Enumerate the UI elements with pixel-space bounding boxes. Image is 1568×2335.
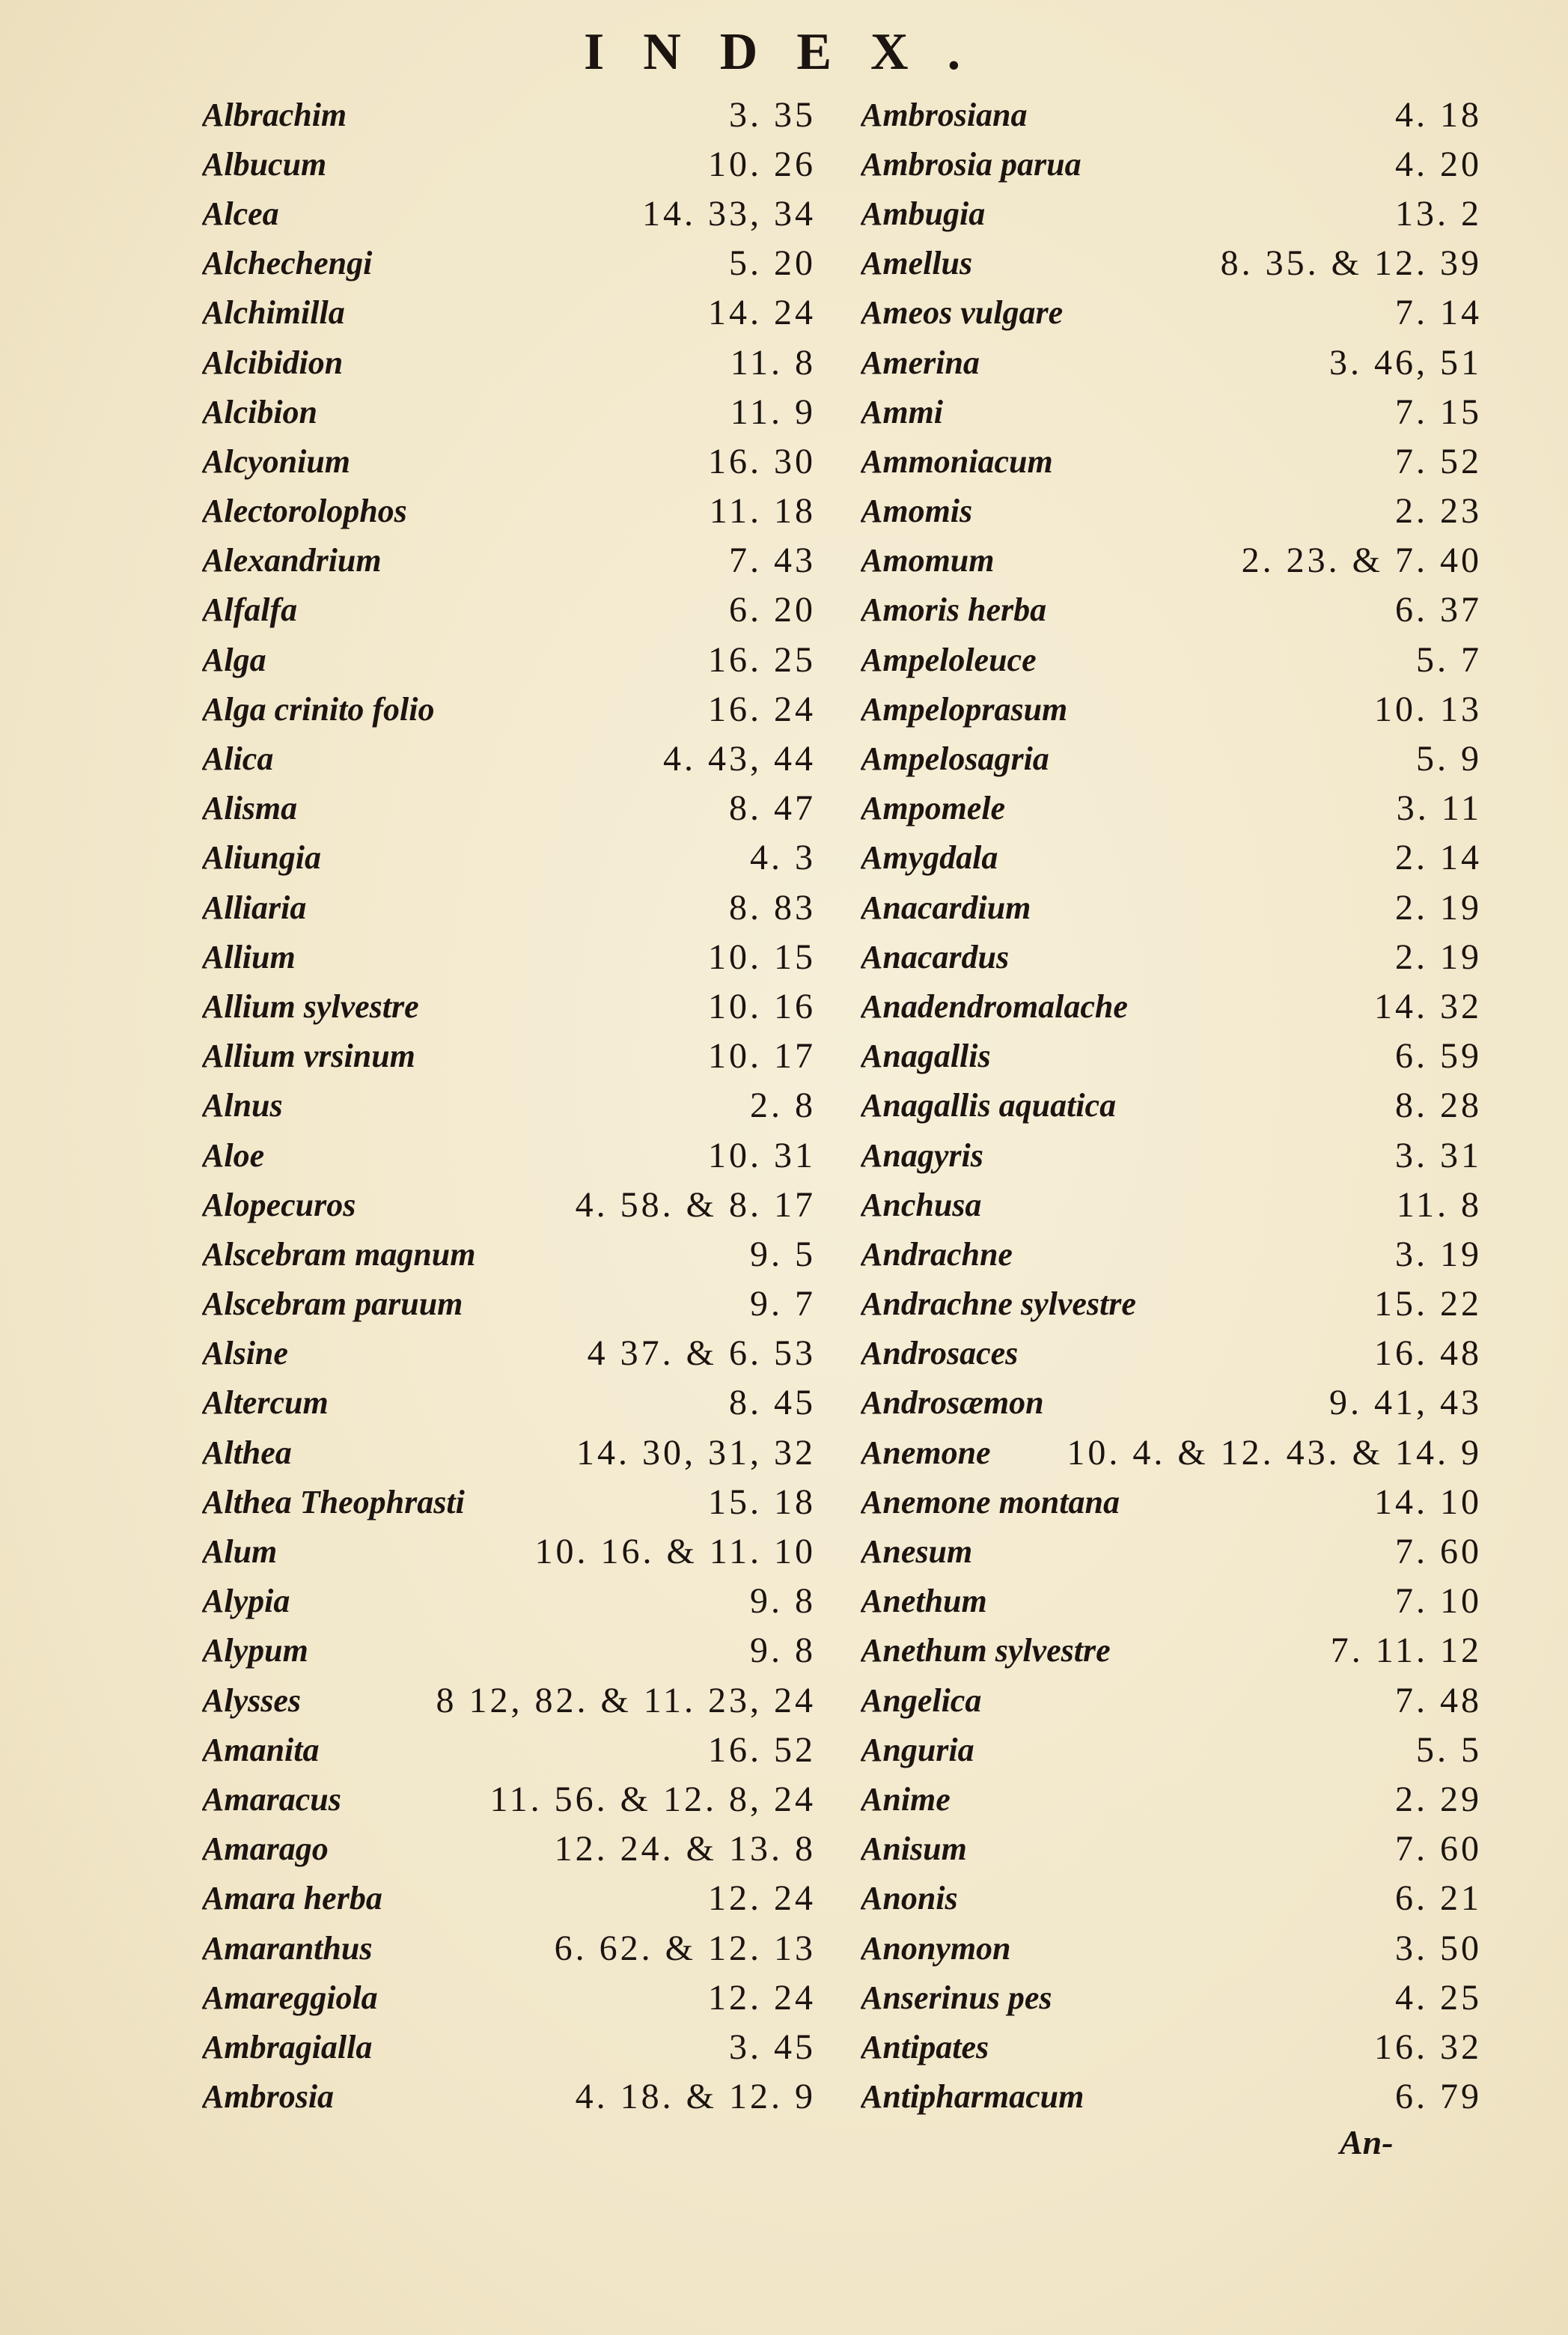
index-page-ref: 4. 3 (750, 838, 816, 878)
index-page-ref: 11. 18 (709, 491, 816, 532)
index-term: Alum (202, 1533, 278, 1571)
index-term: Angelica (861, 1681, 982, 1719)
index-entry (202, 932, 816, 981)
index-page-ref: 14. 24 (708, 293, 816, 333)
index-term: Alfalfa (202, 591, 298, 629)
index-page-ref: 16. 25 (708, 639, 816, 680)
index-page-ref: 14. 32 (1374, 986, 1482, 1026)
index-entry (202, 1378, 816, 1428)
index-page-ref: 9. 41, 43 (1329, 1383, 1482, 1423)
index-page-ref: 16. 30 (708, 441, 816, 481)
index-entry (202, 1923, 816, 1973)
index-entry (202, 684, 816, 734)
index-page-ref: 2. 19 (1395, 887, 1482, 928)
index-entry (861, 1130, 1482, 1180)
index-term: Amarago (202, 1830, 329, 1868)
index-term: Alica (202, 740, 274, 778)
index-entry (202, 1081, 816, 1130)
index-entry (861, 90, 1482, 139)
index-term: Alysses (202, 1681, 301, 1719)
index-page-ref: 12. 24. & 13. 8 (554, 1829, 816, 1869)
index-entry (861, 536, 1482, 585)
index-entry (861, 734, 1482, 783)
index-entry (202, 1130, 816, 1180)
index-page-ref: 16. 24 (708, 689, 816, 729)
index-entry (861, 1180, 1482, 1229)
index-page-ref: 10. 31 (708, 1135, 816, 1175)
index-page-ref: 3. 46, 51 (1329, 342, 1482, 383)
index-page-ref: 4 37. & 6. 53 (587, 1333, 816, 1374)
index-page-ref: 7. 52 (1395, 441, 1482, 481)
index-entry (202, 883, 816, 932)
index-page-ref: 8. 28 (1395, 1086, 1482, 1126)
index-entry (202, 1675, 816, 1725)
index-entry (202, 1774, 816, 1824)
index-entry (202, 981, 816, 1031)
index-page-ref: 16. 52 (708, 1729, 816, 1770)
index-term: Anonymon (861, 1929, 1011, 1967)
index-entry (861, 585, 1482, 635)
index-term: Alypum (202, 1632, 308, 1669)
index-page-ref: 6. 62. & 12. 13 (554, 1928, 816, 1968)
index-page-ref: 6. 79 (1395, 2077, 1482, 2117)
index-page-ref: 10. 16 (708, 986, 816, 1026)
index-term: Aloe (202, 1136, 265, 1174)
index-entry (861, 1526, 1482, 1576)
index-entry (861, 1725, 1482, 1774)
index-page-ref: 10. 17 (708, 1036, 816, 1077)
index-page-ref: 5. 7 (1416, 639, 1482, 680)
index-entry (202, 635, 816, 684)
index-entry (202, 1229, 816, 1279)
index-entry (202, 1032, 816, 1081)
index-entry (202, 536, 816, 585)
index-entry (861, 2022, 1482, 2071)
index-term: Amomum (861, 542, 995, 579)
index-page-ref: 4. 18 (1395, 94, 1482, 135)
index-page-ref: 3. 11 (1396, 788, 1482, 829)
index-entry (861, 784, 1482, 833)
index-term: Ambragialla (202, 2028, 373, 2065)
index-term: Ammoniacum (861, 442, 1053, 480)
index-term: Amoris herba (861, 591, 1047, 629)
index-term: Amanita (202, 1731, 320, 1768)
index-entry (861, 1279, 1482, 1329)
index-entry (202, 1329, 816, 1378)
index-term: Anesum (861, 1533, 973, 1571)
index-term: Ambrosiana (861, 96, 1028, 133)
index-page-ref: 14. 33, 34 (642, 193, 816, 234)
index-term: Altercum (202, 1384, 329, 1422)
index-page-ref: 5. 5 (1416, 1729, 1482, 1770)
index-page-ref: 8. 47 (729, 788, 816, 829)
index-page-ref: 6. 59 (1395, 1036, 1482, 1077)
index-term: Amaranthus (202, 1929, 373, 1967)
index-entry (202, 1279, 816, 1329)
index-page-ref: 8. 35. & 12. 39 (1220, 243, 1482, 284)
index-term: Ambugia (861, 195, 986, 232)
index-page-ref: 9. 8 (750, 1581, 816, 1622)
index-page-ref: 15. 22 (1374, 1284, 1482, 1324)
index-term: Anserinus pes (861, 1979, 1052, 2016)
index-page-ref: 10. 4. & 12. 43. & 14. 9 (1067, 1432, 1482, 1473)
index-entry (861, 1626, 1482, 1675)
index-entry (861, 684, 1482, 734)
index-entry (861, 1081, 1482, 1130)
index-entry (861, 1824, 1482, 1874)
index-term: Ammi (861, 393, 944, 430)
index-entry (861, 288, 1482, 338)
index-term: Ampomele (861, 790, 1006, 827)
index-page-ref: 14. 30, 31, 32 (576, 1432, 816, 1473)
index-term: Alscebram magnum (202, 1235, 476, 1273)
index-page-ref: 11. 8 (730, 342, 816, 383)
index-entry (861, 1329, 1482, 1378)
index-entry (202, 1824, 816, 1874)
index-term: Andrachne (861, 1235, 1013, 1273)
index-page-ref: 3. 45 (729, 2027, 816, 2067)
index-page-ref: 7. 15 (1395, 392, 1482, 432)
index-term: Amygdala (861, 839, 998, 877)
index-page-ref: 10. 26 (708, 144, 816, 184)
index-term: Alectorolophos (202, 493, 407, 530)
index-page-ref: 8. 83 (729, 887, 816, 928)
index-term: Anemone montana (861, 1483, 1120, 1520)
index-entry (202, 734, 816, 783)
index-term: Antipharmacum (861, 2078, 1085, 2116)
index-term: Amareggiola (202, 1979, 378, 2016)
index-term: Alcibion (202, 393, 318, 430)
index-entry (861, 189, 1482, 238)
index-term: Allium (202, 938, 296, 975)
index-page-ref: 5. 20 (729, 243, 816, 284)
index-term: Amaracus (202, 1780, 341, 1818)
index-entry (202, 1626, 816, 1675)
index-term: Androsæmon (861, 1384, 1044, 1422)
index-entry (202, 1428, 816, 1477)
index-entry (202, 487, 816, 536)
index-term: Alga crinito folio (202, 690, 435, 728)
index-entry (861, 1675, 1482, 1725)
index-entry (861, 981, 1482, 1031)
index-page-ref: 3. 50 (1395, 1928, 1482, 1968)
index-entry (202, 288, 816, 338)
index-term: Alliaria (202, 889, 307, 926)
index-page-ref: 16. 32 (1374, 2027, 1482, 2067)
index-entry (861, 1577, 1482, 1626)
index-page-ref: 2. 29 (1395, 1779, 1482, 1819)
index-page-ref: 2. 8 (750, 1086, 816, 1126)
index-page-ref: 3. 31 (1395, 1135, 1482, 1175)
index-term: Alga (202, 641, 266, 678)
index-term: Anacardium (861, 889, 1031, 926)
index-page-ref: 2. 23 (1395, 491, 1482, 532)
index-page-ref: 12. 24 (708, 1977, 816, 2018)
index-entry (202, 239, 816, 288)
index-term: Allium sylvestre (202, 987, 419, 1025)
index-entry (861, 436, 1482, 486)
index-term: Amellus (861, 245, 973, 282)
catchword: An- (1340, 2123, 1394, 2161)
index-entry (202, 1725, 816, 1774)
index-page-ref: 9. 7 (750, 1284, 816, 1324)
index-page-ref: 8. 45 (729, 1383, 816, 1423)
index-entry (861, 1973, 1482, 2022)
index-entry (202, 585, 816, 635)
index-page-ref: 8 12, 82. & 11. 23, 24 (436, 1680, 816, 1720)
index-term: Anime (861, 1780, 951, 1818)
index-term: Alcea (202, 195, 279, 232)
index-entry (861, 932, 1482, 981)
index-page-ref: 7. 60 (1395, 1829, 1482, 1869)
index-term: Althea (202, 1434, 292, 1471)
index-entry (861, 635, 1482, 684)
index-term: Amerina (861, 344, 980, 381)
index-term: Androsaces (861, 1335, 1019, 1372)
index-term: Anisum (861, 1830, 967, 1868)
index-term: Alsine (202, 1335, 288, 1372)
index-page-ref: 3. 35 (729, 94, 816, 135)
index-page-ref: 3. 19 (1395, 1234, 1482, 1274)
index-term: Alopecuros (202, 1186, 356, 1223)
index-page-ref: 2. 14 (1395, 838, 1482, 878)
index-entry (861, 1378, 1482, 1428)
index-term: Althea Theophrasti (202, 1483, 465, 1520)
index-entry (861, 1874, 1482, 1923)
index-entry (861, 387, 1482, 436)
index-entry (202, 139, 816, 189)
index-term: Alcyonium (202, 442, 351, 480)
index-entry (202, 436, 816, 486)
index-entry (202, 189, 816, 238)
index-term: Antipates (861, 2028, 989, 2065)
index-entry (202, 784, 816, 833)
index-page-ref: 11. 9 (730, 392, 816, 432)
index-page-ref: 7. 43 (729, 541, 816, 581)
index-term: Alnus (202, 1087, 283, 1124)
index-entry (861, 1229, 1482, 1279)
index-term: Anethum (861, 1583, 987, 1620)
index-term: Anemone (861, 1434, 991, 1471)
index-term: Ampelosagria (861, 740, 1049, 778)
index-term: Aliungia (202, 839, 321, 877)
index-page-ref: 7. 11. 12 (1330, 1631, 1482, 1671)
index-page-ref: 9. 5 (750, 1234, 816, 1274)
index-page-ref: 4. 58. & 8. 17 (575, 1184, 816, 1225)
index-page-ref: 4. 25 (1395, 1977, 1482, 2018)
index-entry (861, 239, 1482, 288)
index-entry (202, 1577, 816, 1626)
index-term: Alexandrium (202, 542, 382, 579)
index-term: Alscebram paruum (202, 1285, 463, 1323)
index-entry (861, 1477, 1482, 1526)
index-page-ref: 13. 2 (1395, 193, 1482, 234)
index-entry (861, 487, 1482, 536)
index-entry (861, 1428, 1482, 1477)
index-entry (202, 1180, 816, 1229)
index-page-ref: 10. 15 (708, 937, 816, 977)
index-term: Andrachne sylvestre (861, 1285, 1136, 1323)
index-term: Alcibidion (202, 344, 344, 381)
index-entry (861, 1774, 1482, 1824)
index-page-ref: 2. 19 (1395, 937, 1482, 977)
index-term: Albrachim (202, 96, 347, 133)
index-term: Alchechengi (202, 245, 373, 282)
index-entry (202, 1477, 816, 1526)
index-page-ref: 4. 18. & 12. 9 (575, 2077, 816, 2117)
index-term: Amomis (861, 493, 973, 530)
index-term: Anagallis aquatica (861, 1087, 1117, 1124)
index-entry (202, 833, 816, 883)
index-page-ref: 10. 16. & 11. 10 (534, 1532, 816, 1572)
index-page-ref: 11. 8 (1396, 1184, 1482, 1225)
index-term: Anguria (861, 1731, 974, 1768)
index-entry (861, 139, 1482, 189)
index-term: Ambrosia (202, 2078, 335, 2116)
index-page-ref: 2. 23. & 7. 40 (1241, 541, 1482, 581)
index-entry (202, 1973, 816, 2022)
index-entry (202, 90, 816, 139)
index-term: Anchusa (861, 1186, 982, 1223)
index-column-left (202, 90, 816, 2141)
index-entry (202, 2022, 816, 2071)
index-page-ref: 4. 43, 44 (663, 739, 816, 779)
index-page-ref: 10. 13 (1374, 689, 1482, 729)
index-term: Alypia (202, 1583, 290, 1620)
index-page-ref: 7. 48 (1395, 1680, 1482, 1720)
index-page-ref: 16. 48 (1374, 1333, 1482, 1374)
index-entry (861, 2072, 1482, 2122)
index-term: Amara herba (202, 1880, 382, 1917)
index-page-ref: 14. 10 (1374, 1482, 1482, 1522)
index-term: Ampeloleuce (861, 641, 1037, 678)
index-entry (202, 1874, 816, 1923)
index-term: Albucum (202, 145, 327, 183)
index-page-ref: 6. 20 (729, 590, 816, 630)
index-term: Anagyris (861, 1136, 983, 1174)
index-entry (202, 338, 816, 387)
index-page-ref: 7. 60 (1395, 1532, 1482, 1572)
page-title: INDEX. (584, 23, 1000, 81)
index-page-ref: 12. 24 (708, 1878, 816, 1919)
index-entry (202, 1526, 816, 1576)
index-entry (861, 883, 1482, 932)
index-term: Ambrosia parua (861, 145, 1082, 183)
index-term: Allium vrsinum (202, 1038, 415, 1075)
index-entry (861, 1923, 1482, 1973)
index-term: Alisma (202, 790, 298, 827)
index-entry (202, 2072, 816, 2122)
index-entry (861, 833, 1482, 883)
index-page-ref: 11. 56. & 12. 8, 24 (489, 1779, 816, 1819)
index-page-ref: 7. 10 (1395, 1581, 1482, 1622)
index-term: Ameos vulgare (861, 294, 1064, 332)
index-page-ref: 4. 20 (1395, 144, 1482, 184)
index-page-ref: 7. 14 (1395, 293, 1482, 333)
index-term: Anadendromalache (861, 987, 1128, 1025)
index-entry (202, 387, 816, 436)
index-term: Anonis (861, 1880, 958, 1917)
index-page-ref: 6. 37 (1395, 590, 1482, 630)
index-column-right (861, 90, 1482, 2141)
index-entry (861, 1032, 1482, 1081)
index-term: Alchimilla (202, 294, 345, 332)
index-page-ref: 15. 18 (708, 1482, 816, 1522)
index-page-ref: 9. 8 (750, 1631, 816, 1671)
index-term: Anacardus (861, 938, 1010, 975)
index-entry (861, 338, 1482, 387)
index-page-ref: 6. 21 (1395, 1878, 1482, 1919)
index-page-ref: 5. 9 (1416, 739, 1482, 779)
index-term: Ampeloprasum (861, 690, 1068, 728)
index-term: Anagallis (861, 1038, 991, 1075)
index-term: Anethum sylvestre (861, 1632, 1111, 1669)
